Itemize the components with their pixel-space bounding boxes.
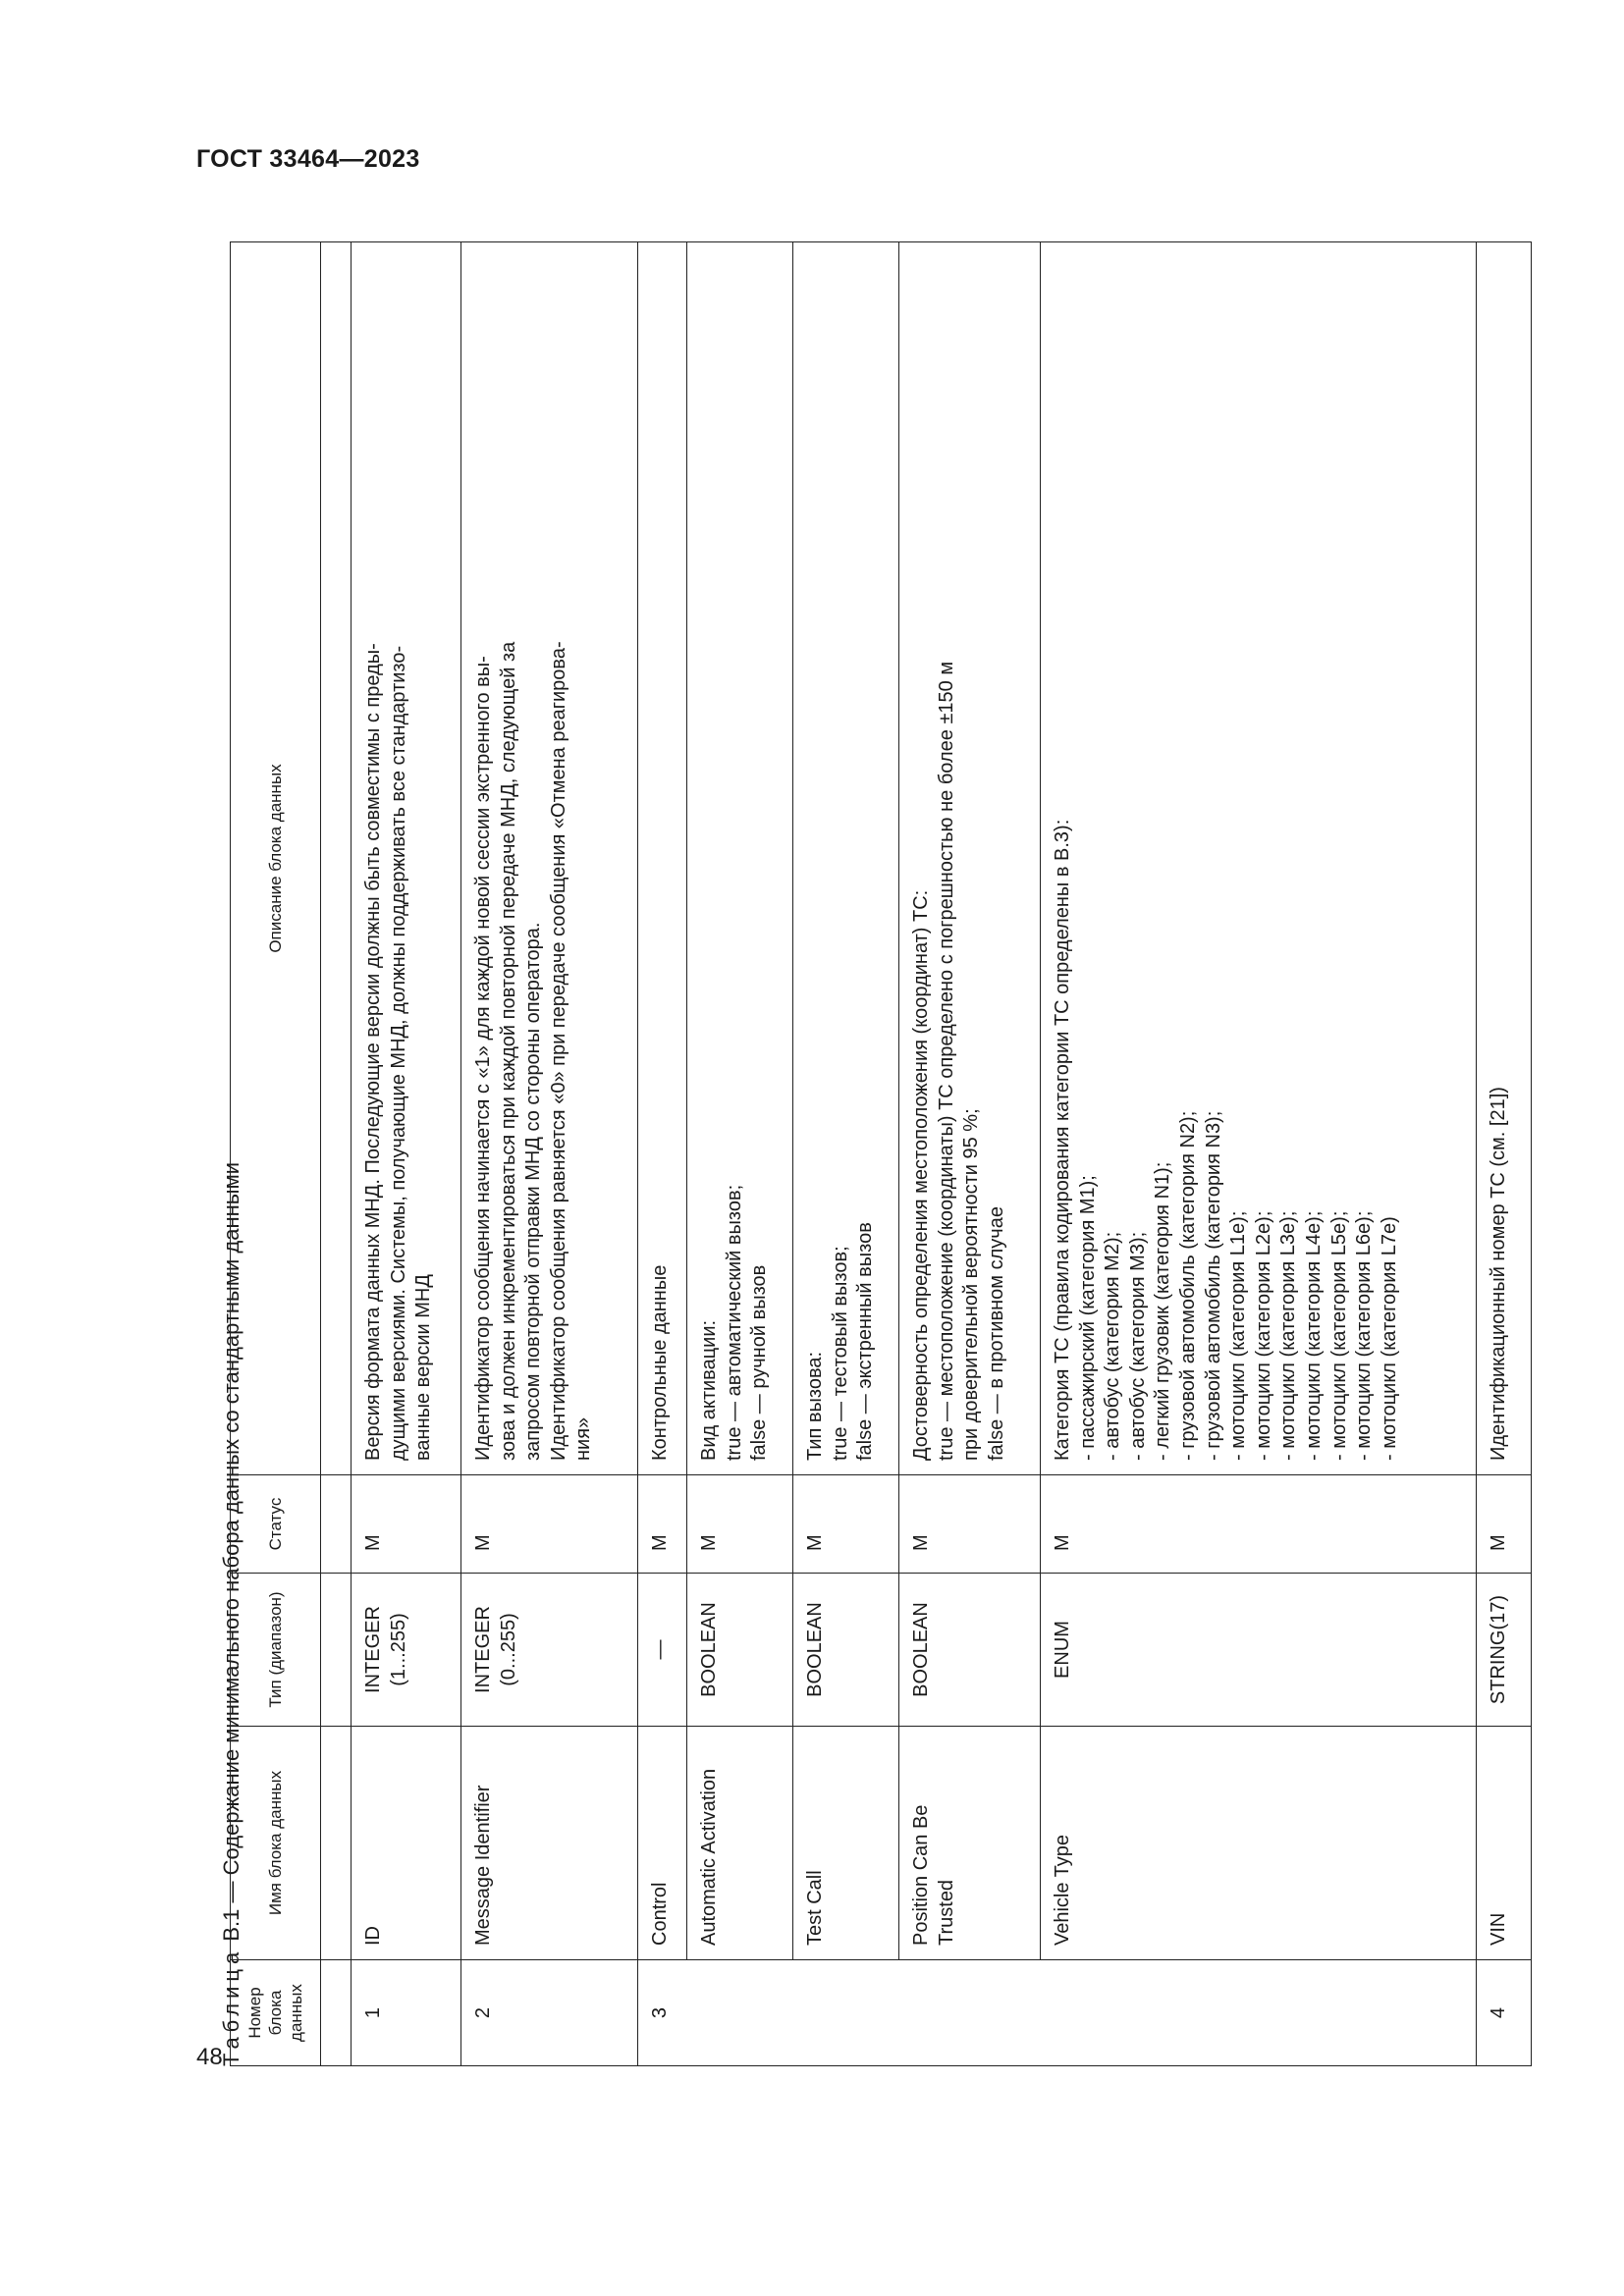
header-desc: Описание блока данных xyxy=(231,242,321,1475)
table-row xyxy=(461,242,638,2066)
header-status: Статус xyxy=(231,1475,321,1574)
cell-type: INTEGER (1...255) xyxy=(352,1574,461,1727)
cell-status: M xyxy=(461,1475,638,1574)
table-row xyxy=(1477,242,1532,2066)
desc-line: - автобус (категория М3); xyxy=(1126,1231,1149,1461)
cell-desc xyxy=(352,242,461,1475)
desc-line: false — в противном случае xyxy=(985,1206,1007,1461)
table-header-row xyxy=(231,242,321,2066)
caption-prefix: Таблица xyxy=(219,1947,244,2066)
cell-status: M xyxy=(1041,1475,1477,1574)
desc-line: - автобус (категория М2); xyxy=(1102,1231,1124,1461)
cell-desc xyxy=(461,242,638,1475)
desc-line: - легкий грузовик (категория N1); xyxy=(1152,1161,1174,1461)
cell-status: M xyxy=(899,1475,1041,1574)
cell-name: Test Call xyxy=(793,1727,899,1960)
cell-num: 3 xyxy=(638,1960,1477,2066)
cell-status: M xyxy=(638,1475,687,1574)
desc-line: при доверительной вероятности 95 %; xyxy=(960,1108,983,1461)
cell-desc xyxy=(638,242,687,1475)
header-num: Номер блока данных xyxy=(231,1960,321,2066)
desc-line: Идентификатор сообщения равняется «0» при передаче сообщения «Отмена реагирова- xyxy=(547,641,569,1461)
header-type: Тип (диапазон) xyxy=(231,1574,321,1727)
rotated-table-container xyxy=(212,240,1567,2066)
cell-type: BOOLEAN xyxy=(687,1574,793,1727)
cell-status: M xyxy=(687,1475,793,1574)
desc-line: - грузовой автомобиль (категория N3); xyxy=(1202,1110,1224,1461)
table-row xyxy=(1041,242,1477,2066)
cell-type: — xyxy=(638,1574,687,1727)
desc-line: - мотоцикл (категория L6e); xyxy=(1353,1210,1376,1461)
table-row xyxy=(687,242,793,2066)
cell-name: VIN xyxy=(1477,1727,1532,1960)
cell-type: ENUM xyxy=(1041,1574,1477,1727)
cell-name: ID xyxy=(352,1727,461,1960)
desc-line: true — тестовый вызов; xyxy=(829,1246,851,1461)
desc-line: - мотоцикл (категория L2e); xyxy=(1252,1210,1274,1461)
cell-name: Automatic Activation xyxy=(687,1727,793,1960)
desc-line: Категория ТС (правила кодирования категории ТС определены в В.3): xyxy=(1052,819,1073,1461)
cell-type: BOOLEAN xyxy=(793,1574,899,1727)
desc-line: Вид активации: xyxy=(698,1319,720,1461)
table-row xyxy=(899,242,1041,2066)
cell-num: 1 xyxy=(352,1960,461,2066)
table-row xyxy=(352,242,461,2066)
page-number: 48 xyxy=(196,2044,223,2070)
header-name: Имя блока данных xyxy=(231,1727,321,1960)
cell-desc xyxy=(687,242,793,1475)
desc-line: запросом повторной отправки МНД со стороны оператора. xyxy=(522,922,545,1461)
cell-status: M xyxy=(1477,1475,1532,1574)
desc-line: дущими версиями. Системы, получающие МНД, должны поддерживать все стандартизо- xyxy=(387,645,409,1461)
cell-status: M xyxy=(793,1475,899,1574)
desc-line: Контрольные данные xyxy=(649,1264,671,1461)
caption-text: В.1 — Содержание минимального набора данных со стандартными данными xyxy=(219,1162,244,1948)
cell-type: STRING(17) xyxy=(1477,1574,1532,1727)
cell-desc xyxy=(1477,242,1532,1475)
data-table xyxy=(230,241,1532,2066)
cell-desc xyxy=(793,242,899,1475)
desc-line: true — автоматический вызов; xyxy=(723,1184,745,1461)
desc-line: ния» xyxy=(572,1416,595,1461)
table-row xyxy=(638,242,687,2066)
cell-status: M xyxy=(352,1475,461,1574)
desc-line: - мотоцикл (категория L3e); xyxy=(1277,1210,1300,1461)
table-spacer-row xyxy=(321,242,352,2066)
cell-name: Message Identifier xyxy=(461,1727,638,1960)
desc-line: true — местоположение (координаты) ТС определено с погрешностью не более ±150 м xyxy=(935,661,957,1461)
desc-line: Версия формата данных МНД. Последующие версии должны быть совместимы с преды- xyxy=(362,643,384,1461)
desc-line: - мотоцикл (категория L5e); xyxy=(1327,1210,1350,1461)
cell-type: INTEGER (0...255) xyxy=(461,1574,638,1727)
cell-name: Position Can Be Trusted xyxy=(899,1727,1041,1960)
desc-line: - мотоцикл (категория L7e) xyxy=(1378,1216,1400,1461)
desc-line: зова и должен инкрементироваться при каждой повторной передаче МНД, следующей за xyxy=(497,641,519,1461)
desc-line: Идентификационный номер ТС (см. [21]) xyxy=(1488,1087,1509,1461)
cell-num: 4 xyxy=(1477,1960,1532,2066)
cell-num: 2 xyxy=(461,1960,638,2066)
desc-line: false — экстренный вызов xyxy=(854,1222,877,1461)
cell-desc xyxy=(899,242,1041,1475)
desc-line: - мотоцикл (категория L4e); xyxy=(1302,1210,1325,1461)
desc-line: Достоверность определения местоположения (координат) ТС: xyxy=(910,889,932,1461)
cell-type: BOOLEAN xyxy=(899,1574,1041,1727)
desc-line: - пассажирский (категория М1); xyxy=(1076,1175,1099,1461)
desc-line: - мотоцикл (категория L1e); xyxy=(1227,1210,1250,1461)
table-row xyxy=(793,242,899,2066)
desc-line: Тип вызова: xyxy=(804,1351,826,1461)
desc-line: - грузовой автомобиль (категория N2); xyxy=(1176,1110,1199,1461)
desc-line: Идентификатор сообщения начинается с «1» для каждой новой сессии экстренного вы- xyxy=(472,656,494,1461)
cell-name: Control xyxy=(638,1727,687,1960)
desc-line: ванные версии МНД xyxy=(412,1274,435,1461)
desc-line: false — ручной вызов xyxy=(748,1264,771,1461)
standard-header: ГОСТ 33464—2023 xyxy=(196,145,420,173)
cell-desc xyxy=(1041,242,1477,1475)
cell-name: Vehicle Type xyxy=(1041,1727,1477,1960)
